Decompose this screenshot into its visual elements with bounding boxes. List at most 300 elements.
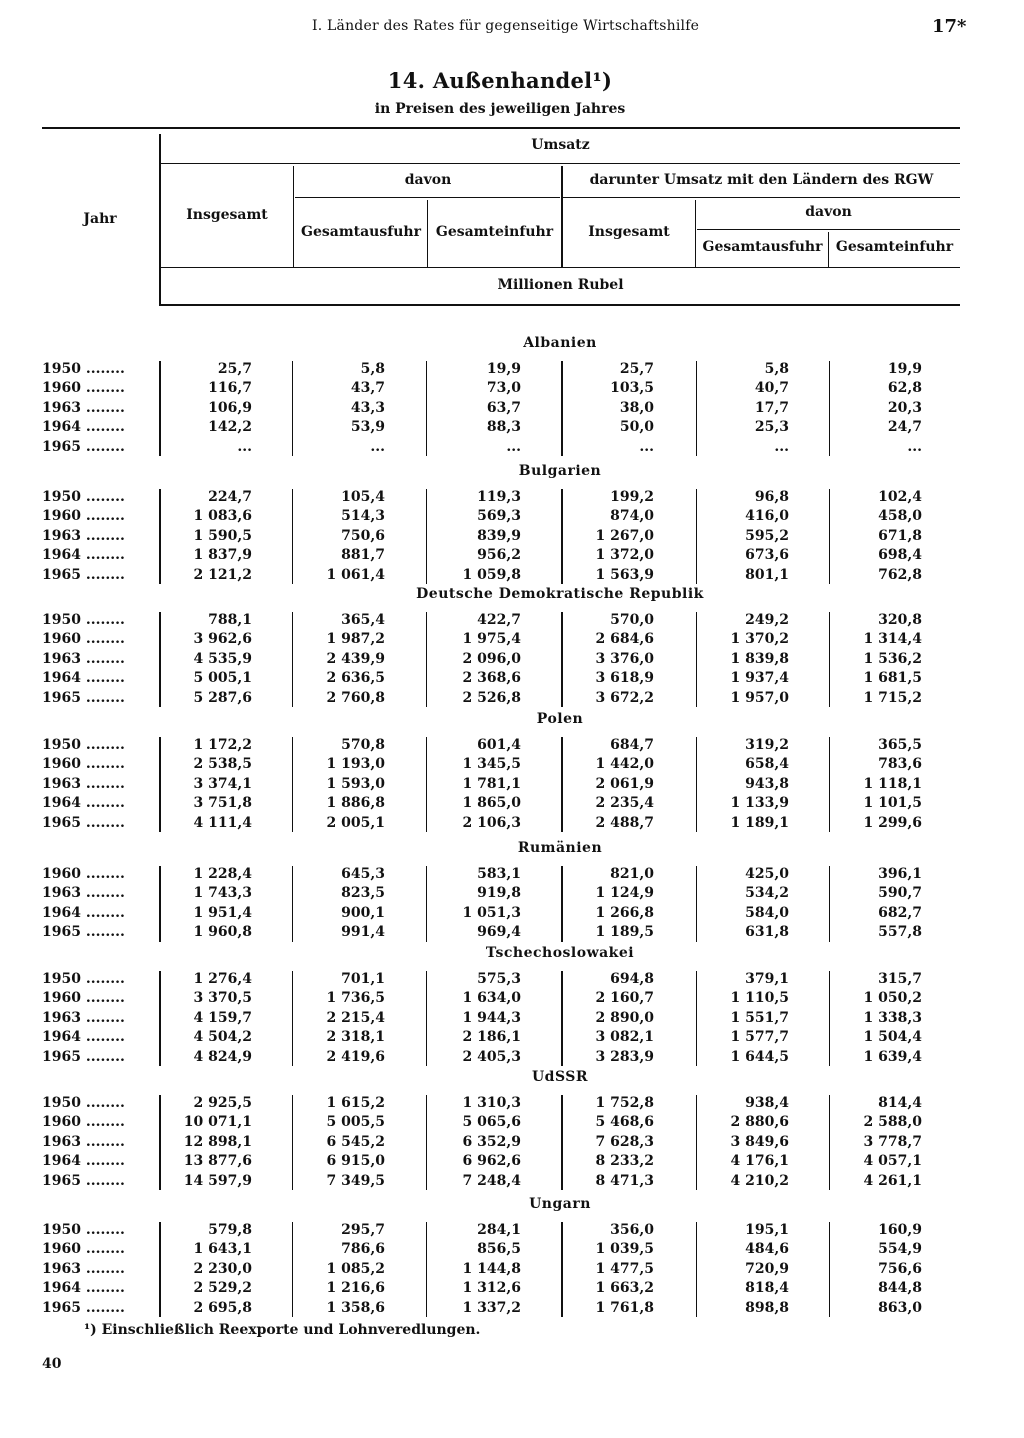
row-value: 6 352,9 bbox=[462, 1133, 521, 1150]
row-value: 1 118,1 bbox=[863, 775, 922, 792]
row-value: 844,8 bbox=[878, 1280, 922, 1297]
row-value: 62,8 bbox=[887, 380, 922, 397]
header-insgesamt-rgw: Insgesamt bbox=[588, 224, 670, 240]
table-row bbox=[0, 547, 1024, 566]
row-year: 1965 ........ bbox=[42, 566, 125, 583]
row-value: 1 987,2 bbox=[326, 631, 385, 648]
row-value: 365,5 bbox=[878, 737, 922, 753]
row-value: 595,2 bbox=[745, 527, 789, 544]
row-value: 788,1 bbox=[208, 612, 252, 628]
table-row bbox=[0, 439, 1024, 458]
header-darunter-rule bbox=[563, 197, 960, 198]
row-year: 1963 ........ bbox=[42, 399, 125, 416]
row-value: 2 488,7 bbox=[595, 814, 654, 831]
table-title: 14. Außenhandel¹) bbox=[387, 68, 613, 93]
row-value: 1 193,0 bbox=[326, 756, 385, 773]
page-footer-number: 40 bbox=[42, 1356, 62, 1372]
header-insgesamt: Insgesamt bbox=[186, 207, 268, 223]
row-value: 315,7 bbox=[878, 971, 922, 987]
table-row bbox=[0, 1153, 1024, 1172]
row-value: 1 110,5 bbox=[730, 990, 789, 1007]
row-value: 4 176,1 bbox=[730, 1153, 789, 1170]
row-value: 8 471,3 bbox=[595, 1172, 654, 1189]
table-row bbox=[0, 776, 1024, 795]
row-value: 1 216,6 bbox=[326, 1280, 385, 1297]
row-year: 1964 ........ bbox=[42, 1029, 125, 1046]
section-title: UdSSR bbox=[531, 1069, 589, 1085]
header-davon: davon bbox=[404, 172, 452, 188]
row-value: 3 082,1 bbox=[595, 1029, 654, 1046]
table-row bbox=[0, 651, 1024, 670]
row-value: 1 085,2 bbox=[326, 1260, 385, 1277]
row-year: 1965 ........ bbox=[42, 924, 125, 941]
row-value: 698,4 bbox=[878, 547, 922, 564]
row-value: 1 337,2 bbox=[462, 1299, 521, 1316]
row-value: 4 535,9 bbox=[193, 650, 252, 667]
table-subtitle: in Preisen des jeweiligen Jahres bbox=[374, 101, 626, 117]
row-value: 96,8 bbox=[754, 489, 789, 505]
header-top-rule bbox=[42, 127, 960, 129]
row-value: 682,7 bbox=[878, 904, 922, 921]
row-value: 40,7 bbox=[754, 380, 789, 397]
row-value: 19,9 bbox=[486, 361, 521, 377]
row-value: 839,9 bbox=[477, 527, 521, 544]
table-row bbox=[0, 489, 1024, 508]
row-value: 2 526,8 bbox=[462, 689, 521, 706]
row-value: 2 695,8 bbox=[193, 1299, 252, 1316]
row-value: 5 287,6 bbox=[193, 689, 252, 706]
table-row bbox=[0, 631, 1024, 650]
row-value: 116,7 bbox=[208, 380, 252, 397]
row-value: 756,6 bbox=[878, 1260, 922, 1277]
row-value: ... bbox=[237, 438, 252, 455]
row-value: 1 736,5 bbox=[326, 990, 385, 1007]
row-value: 3 778,7 bbox=[863, 1133, 922, 1150]
row-value: 1 442,0 bbox=[595, 756, 654, 773]
row-value: 1 276,4 bbox=[193, 971, 252, 987]
table-row bbox=[0, 1029, 1024, 1048]
row-value: 2 405,3 bbox=[462, 1048, 521, 1065]
row-value: 484,6 bbox=[745, 1241, 789, 1258]
row-value: 2 215,4 bbox=[326, 1009, 385, 1026]
row-value: 1 144,8 bbox=[462, 1260, 521, 1277]
table-row bbox=[0, 990, 1024, 1009]
row-value: ... bbox=[639, 438, 654, 455]
row-value: 554,9 bbox=[878, 1241, 922, 1258]
row-value: 2 419,6 bbox=[326, 1048, 385, 1065]
row-value: 1 639,4 bbox=[863, 1048, 922, 1065]
row-year: 1963 ........ bbox=[42, 1009, 125, 1026]
row-value: 575,3 bbox=[477, 971, 521, 987]
row-value: 569,3 bbox=[477, 508, 521, 525]
header-gesamteinfuhr-rgw: Gesamteinfuhr bbox=[835, 239, 954, 255]
section-title: Ungarn bbox=[529, 1196, 591, 1212]
row-value: 3 849,6 bbox=[730, 1133, 789, 1150]
table-row bbox=[0, 1134, 1024, 1153]
table-row bbox=[0, 815, 1024, 834]
row-value: 2 235,4 bbox=[595, 795, 654, 812]
row-value: 106,9 bbox=[208, 399, 252, 416]
header-davon-rgw: davon bbox=[805, 204, 852, 220]
row-value: 249,2 bbox=[745, 612, 789, 628]
row-value: 1 083,6 bbox=[193, 508, 252, 525]
table-row bbox=[0, 1095, 1024, 1114]
running-header: I. Länder des Rates für gegenseitige Wirtschaftshilfe bbox=[312, 18, 700, 34]
row-year: 1960 ........ bbox=[42, 631, 125, 648]
table-row bbox=[0, 567, 1024, 586]
row-value: 814,4 bbox=[878, 1095, 922, 1111]
row-year: 1965 ........ bbox=[42, 1172, 125, 1189]
row-value: 821,0 bbox=[610, 866, 654, 882]
row-year: 1960 ........ bbox=[42, 508, 125, 525]
row-value: 2 890,0 bbox=[595, 1009, 654, 1026]
row-value: 991,4 bbox=[341, 924, 385, 941]
row-value: 4 057,1 bbox=[863, 1153, 922, 1170]
row-value: 1 577,7 bbox=[730, 1029, 789, 1046]
row-value: 801,1 bbox=[745, 566, 789, 583]
row-value: 1 663,2 bbox=[595, 1280, 654, 1297]
table-row bbox=[0, 400, 1024, 419]
row-value: 1 715,2 bbox=[863, 689, 922, 706]
row-value: 874,0 bbox=[610, 508, 654, 525]
row-value: 1 133,9 bbox=[730, 795, 789, 812]
row-value: 943,8 bbox=[745, 775, 789, 792]
header-gesamteinfuhr: Gesamteinfuhr bbox=[435, 224, 554, 240]
row-value: 584,0 bbox=[745, 904, 789, 921]
row-value: 1 944,3 bbox=[462, 1009, 521, 1026]
row-value: 8 233,2 bbox=[595, 1153, 654, 1170]
row-value: 3 283,9 bbox=[595, 1048, 654, 1065]
row-value: 320,8 bbox=[878, 612, 922, 628]
row-value: 2 760,8 bbox=[326, 689, 385, 706]
row-value: 3 370,5 bbox=[193, 990, 252, 1007]
row-value: 1 743,3 bbox=[193, 885, 252, 902]
row-value: 2 880,6 bbox=[730, 1114, 789, 1131]
row-value: 17,7 bbox=[754, 399, 789, 416]
table-row bbox=[0, 1010, 1024, 1029]
table-row bbox=[0, 1114, 1024, 1133]
row-value: 1 643,1 bbox=[193, 1241, 252, 1258]
row-value: 12 898,1 bbox=[183, 1133, 252, 1150]
table-row bbox=[0, 528, 1024, 547]
row-value: 1 839,8 bbox=[730, 650, 789, 667]
row-year: 1964 ........ bbox=[42, 1280, 125, 1297]
row-value: 43,7 bbox=[350, 380, 385, 397]
row-value: 1 101,5 bbox=[863, 795, 922, 812]
row-value: 658,4 bbox=[745, 756, 789, 773]
row-value: 1 310,3 bbox=[462, 1095, 521, 1111]
row-year: 1950 ........ bbox=[42, 971, 125, 987]
row-value: 2 061,9 bbox=[595, 775, 654, 792]
row-value: 1 061,4 bbox=[326, 566, 385, 583]
row-year: 1963 ........ bbox=[42, 1133, 125, 1150]
row-year: 1963 ........ bbox=[42, 650, 125, 667]
row-value: 1 267,0 bbox=[595, 527, 654, 544]
row-value: 102,4 bbox=[878, 489, 922, 505]
row-value: 2 121,2 bbox=[193, 566, 252, 583]
row-value: 1 266,8 bbox=[595, 904, 654, 921]
row-value: 1 050,2 bbox=[863, 990, 922, 1007]
row-value: 1 172,2 bbox=[193, 737, 252, 753]
table-row bbox=[0, 419, 1024, 438]
section-title: Polen bbox=[536, 711, 584, 727]
row-value: 514,3 bbox=[341, 508, 385, 525]
header-darunter-rgw: darunter Umsatz mit den Ländern des RGW bbox=[589, 172, 934, 188]
row-value: 2 160,7 bbox=[595, 990, 654, 1007]
row-year: 1950 ........ bbox=[42, 612, 125, 628]
row-value: 1 761,8 bbox=[595, 1299, 654, 1316]
row-year: 1965 ........ bbox=[42, 1299, 125, 1316]
row-value: 2 230,0 bbox=[193, 1260, 252, 1277]
row-value: 1 477,5 bbox=[595, 1260, 654, 1277]
table-row bbox=[0, 1222, 1024, 1241]
row-value: 1 886,8 bbox=[326, 795, 385, 812]
row-value: 750,6 bbox=[341, 527, 385, 544]
table-row bbox=[0, 1280, 1024, 1299]
row-value: 3 376,0 bbox=[595, 650, 654, 667]
row-value: 63,7 bbox=[486, 399, 521, 416]
table-row bbox=[0, 1173, 1024, 1192]
row-value: 2 096,0 bbox=[462, 650, 521, 667]
row-value: 13 877,6 bbox=[183, 1153, 252, 1170]
row-value: 898,8 bbox=[745, 1299, 789, 1316]
header-gesamtausfuhr: Gesamtausfuhr bbox=[301, 224, 421, 240]
row-value: 645,3 bbox=[341, 866, 385, 882]
row-value: 3 374,1 bbox=[193, 775, 252, 792]
header-umsatz-rule bbox=[161, 163, 960, 164]
row-value: 365,4 bbox=[341, 612, 385, 628]
row-year: 1960 ........ bbox=[42, 1241, 125, 1258]
row-value: 1 504,4 bbox=[863, 1029, 922, 1046]
row-value: 1 314,4 bbox=[863, 631, 922, 648]
row-value: 557,8 bbox=[878, 924, 922, 941]
row-value: 422,7 bbox=[477, 612, 521, 628]
row-value: 43,3 bbox=[350, 399, 385, 416]
row-value: 6 915,0 bbox=[326, 1153, 385, 1170]
row-year: 1950 ........ bbox=[42, 1095, 125, 1111]
row-value: 1 865,0 bbox=[462, 795, 521, 812]
row-year: 1960 ........ bbox=[42, 1114, 125, 1131]
row-value: 818,4 bbox=[745, 1280, 789, 1297]
row-value: 534,2 bbox=[745, 885, 789, 902]
row-value: 786,6 bbox=[341, 1241, 385, 1258]
header-divider-4 bbox=[695, 200, 696, 267]
row-value: 1 781,1 bbox=[462, 775, 521, 792]
section-title: Bulgarien bbox=[518, 463, 602, 479]
row-value: 1 124,9 bbox=[595, 885, 654, 902]
row-value: 4 210,2 bbox=[730, 1172, 789, 1189]
row-value: 142,2 bbox=[208, 419, 252, 436]
footnote: ¹) Einschließlich Reexporte und Lohnveredlungen. bbox=[84, 1322, 481, 1338]
row-value: 25,3 bbox=[754, 419, 789, 436]
row-value: 590,7 bbox=[878, 885, 922, 902]
row-value: 2 636,5 bbox=[326, 670, 385, 687]
row-value: 631,8 bbox=[745, 924, 789, 941]
row-year: 1950 ........ bbox=[42, 489, 125, 505]
row-value: 2 529,2 bbox=[193, 1280, 252, 1297]
row-value: 7 248,4 bbox=[462, 1172, 521, 1189]
row-value: 14 597,9 bbox=[183, 1172, 252, 1189]
row-value: 919,8 bbox=[477, 885, 521, 902]
row-value: 4 824,9 bbox=[193, 1048, 252, 1065]
row-value: 1 937,4 bbox=[730, 670, 789, 687]
row-value: 938,4 bbox=[745, 1095, 789, 1111]
row-value: 160,9 bbox=[878, 1222, 922, 1238]
row-value: 458,0 bbox=[878, 508, 922, 525]
row-year: 1964 ........ bbox=[42, 419, 125, 436]
row-value: 1 837,9 bbox=[193, 547, 252, 564]
row-year: 1964 ........ bbox=[42, 547, 125, 564]
row-year: 1963 ........ bbox=[42, 1260, 125, 1277]
header-bottom-rule bbox=[161, 304, 960, 306]
row-value: 1 189,1 bbox=[730, 814, 789, 831]
row-value: 2 318,1 bbox=[326, 1029, 385, 1046]
table-row bbox=[0, 690, 1024, 709]
row-value: 199,2 bbox=[610, 489, 654, 505]
table-row bbox=[0, 756, 1024, 775]
row-value: 1 345,5 bbox=[462, 756, 521, 773]
row-value: 50,0 bbox=[619, 419, 654, 436]
row-value: 694,8 bbox=[610, 971, 654, 987]
row-value: 579,8 bbox=[208, 1222, 252, 1238]
row-value: 1 563,9 bbox=[595, 566, 654, 583]
row-value: 2 106,3 bbox=[462, 814, 521, 831]
header-umsatz: Umsatz bbox=[531, 137, 590, 153]
row-year: 1964 ........ bbox=[42, 670, 125, 687]
row-year: 1960 ........ bbox=[42, 990, 125, 1007]
section-title: Deutsche Demokratische Republik bbox=[416, 586, 704, 602]
row-value: 1 644,5 bbox=[730, 1048, 789, 1065]
section-title: Tschechoslowakei bbox=[485, 945, 635, 961]
row-value: 3 672,2 bbox=[595, 689, 654, 706]
row-value: 1 681,5 bbox=[863, 670, 922, 687]
row-value: 1 189,5 bbox=[595, 924, 654, 941]
table-row bbox=[0, 737, 1024, 756]
table-row bbox=[0, 924, 1024, 943]
header-divider-1 bbox=[293, 166, 294, 267]
row-value: 1 370,2 bbox=[730, 631, 789, 648]
row-year: 1963 ........ bbox=[42, 527, 125, 544]
header-unit: Millionen Rubel bbox=[497, 277, 624, 293]
row-value: 5,8 bbox=[764, 361, 789, 377]
row-value: 20,3 bbox=[887, 399, 922, 416]
row-value: 1 228,4 bbox=[193, 866, 252, 882]
row-value: 1 960,8 bbox=[193, 924, 252, 941]
row-value: 570,0 bbox=[610, 612, 654, 628]
row-value: 570,8 bbox=[341, 737, 385, 753]
row-year: 1963 ........ bbox=[42, 885, 125, 902]
row-value: 119,3 bbox=[477, 489, 521, 505]
row-value: 1 338,3 bbox=[863, 1009, 922, 1026]
row-value: 969,4 bbox=[477, 924, 521, 941]
row-value: 2 186,1 bbox=[462, 1029, 521, 1046]
page-number: 17* bbox=[932, 16, 967, 37]
row-value: 1 634,0 bbox=[462, 990, 521, 1007]
row-value: 3 751,8 bbox=[193, 795, 252, 812]
row-value: 1 536,2 bbox=[863, 650, 922, 667]
row-value: 195,1 bbox=[745, 1222, 789, 1238]
row-value: 379,1 bbox=[745, 971, 789, 987]
table-row bbox=[0, 361, 1024, 380]
table-row bbox=[0, 795, 1024, 814]
row-value: 105,4 bbox=[341, 489, 385, 505]
row-value: 73,0 bbox=[486, 380, 521, 397]
row-value: 6 545,2 bbox=[326, 1133, 385, 1150]
header-jahr: Jahr bbox=[83, 211, 117, 227]
row-value: 1 975,4 bbox=[462, 631, 521, 648]
row-year: 1964 ........ bbox=[42, 904, 125, 921]
row-value: 1 590,5 bbox=[193, 527, 252, 544]
row-value: 2 588,0 bbox=[863, 1114, 922, 1131]
row-value: 10 071,1 bbox=[183, 1114, 252, 1131]
row-value: 5 005,1 bbox=[193, 670, 252, 687]
row-year: 1965 ........ bbox=[42, 814, 125, 831]
row-value: 701,1 bbox=[341, 971, 385, 987]
row-value: 1 752,8 bbox=[595, 1095, 654, 1111]
table-row bbox=[0, 905, 1024, 924]
row-value: 720,9 bbox=[745, 1260, 789, 1277]
row-value: 4 159,7 bbox=[193, 1009, 252, 1026]
row-value: 1 593,0 bbox=[326, 775, 385, 792]
row-value: 88,3 bbox=[486, 419, 521, 436]
row-year: 1965 ........ bbox=[42, 438, 125, 455]
row-value: 25,7 bbox=[619, 361, 654, 377]
row-year: 1960 ........ bbox=[42, 866, 125, 882]
row-year: 1960 ........ bbox=[42, 756, 125, 773]
table-row bbox=[0, 971, 1024, 990]
row-value: 3 962,6 bbox=[193, 631, 252, 648]
row-value: ... bbox=[774, 438, 789, 455]
row-value: 684,7 bbox=[610, 737, 654, 753]
header-davon2-rule bbox=[697, 229, 960, 230]
row-value: 3 618,9 bbox=[595, 670, 654, 687]
row-year: 1963 ........ bbox=[42, 775, 125, 792]
row-value: 295,7 bbox=[341, 1222, 385, 1238]
row-value: 224,7 bbox=[208, 489, 252, 505]
row-value: 2 538,5 bbox=[193, 756, 252, 773]
row-value: 319,2 bbox=[745, 737, 789, 753]
row-value: 24,7 bbox=[887, 419, 922, 436]
row-year: 1950 ........ bbox=[42, 1222, 125, 1238]
row-value: 103,5 bbox=[610, 380, 654, 397]
row-value: 19,9 bbox=[887, 361, 922, 377]
row-value: 823,5 bbox=[341, 885, 385, 902]
table-row bbox=[0, 670, 1024, 689]
row-value: 5 065,6 bbox=[462, 1114, 521, 1131]
row-value: 2 005,1 bbox=[326, 814, 385, 831]
row-value: 7 628,3 bbox=[595, 1133, 654, 1150]
row-year: 1950 ........ bbox=[42, 361, 125, 377]
row-value: 2 684,6 bbox=[595, 631, 654, 648]
row-value: 900,1 bbox=[341, 904, 385, 921]
row-value: 673,6 bbox=[745, 547, 789, 564]
row-value: 1 358,6 bbox=[326, 1299, 385, 1316]
row-value: 2 925,5 bbox=[193, 1095, 252, 1111]
row-value: ... bbox=[370, 438, 385, 455]
row-value: 356,0 bbox=[610, 1222, 654, 1238]
row-value: 5,8 bbox=[360, 361, 385, 377]
table-row bbox=[0, 612, 1024, 631]
row-value: 1 372,0 bbox=[595, 547, 654, 564]
row-value: ... bbox=[907, 438, 922, 455]
row-year: 1965 ........ bbox=[42, 689, 125, 706]
row-year: 1960 ........ bbox=[42, 380, 125, 397]
row-value: 25,7 bbox=[217, 361, 252, 377]
table-row bbox=[0, 1241, 1024, 1260]
row-value: 1 551,7 bbox=[730, 1009, 789, 1026]
row-value: 7 349,5 bbox=[326, 1172, 385, 1189]
row-value: 1 957,0 bbox=[730, 689, 789, 706]
